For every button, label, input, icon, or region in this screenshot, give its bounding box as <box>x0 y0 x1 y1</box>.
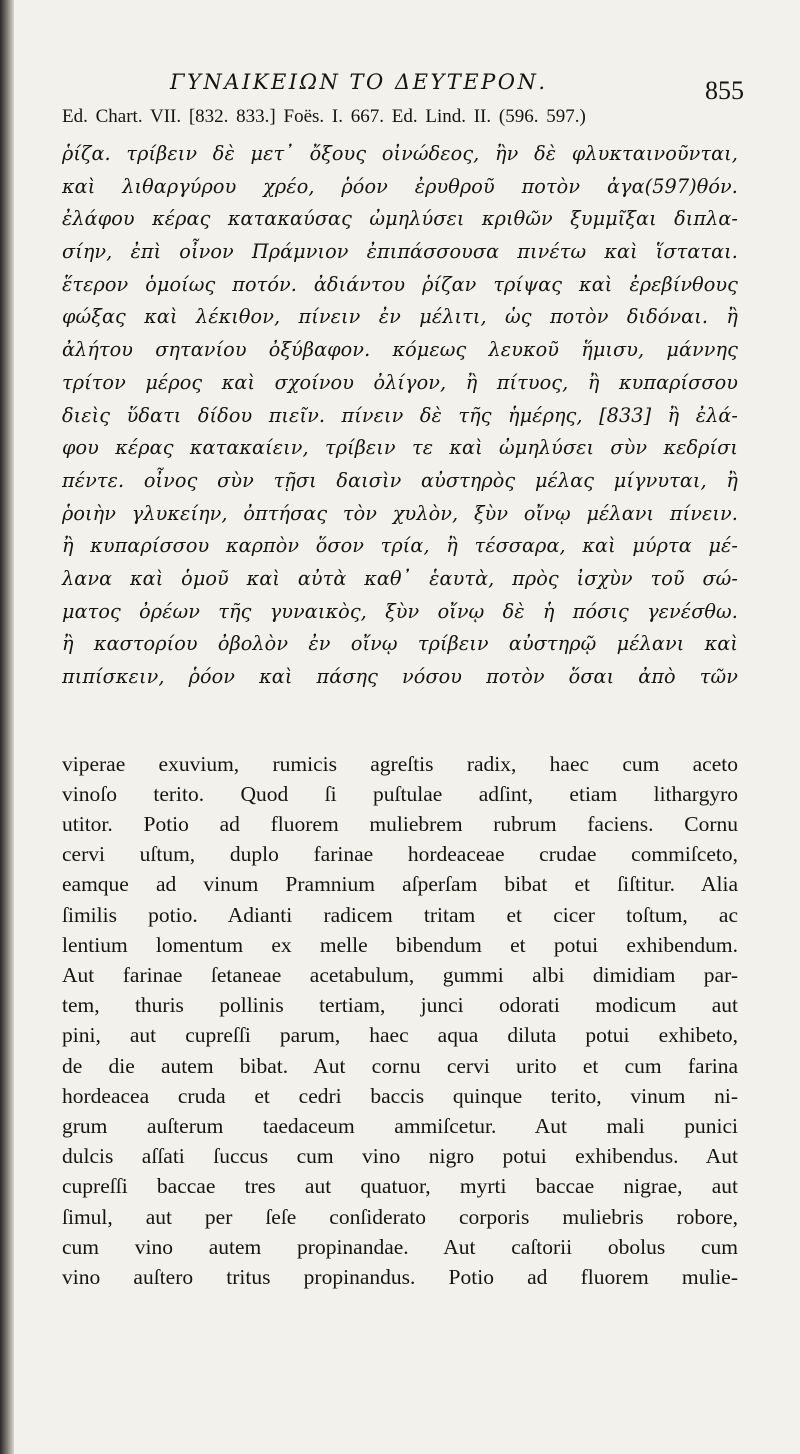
latin-line: viperae exuvium, rumicis agreſtis radix, haec cum aceto <box>62 751 738 776</box>
greek-text-block <box>62 138 738 694</box>
latin-line: grum auſterum taedaceum ammiſcetur. Aut mali punici <box>62 1113 738 1138</box>
latin-line: cervi uſtum, duplo farinae hordeaceae crudae commiſceto, <box>62 842 738 867</box>
latin-line: ſimilis potio. Adianti radicem tritam et cicer toſtum, ac <box>62 902 738 927</box>
page-binding-edge <box>0 0 14 1454</box>
greek-line: ἀλήτου σητανίου ὀξύβαφον. κόμεως λευκοῦ ἥμισυ, μάννης <box>62 338 738 362</box>
greek-line: σίην, ἐπὶ οἶνον Πράμνιον ἐπιπάσσουσα πινέτω καὶ ἵσταται. <box>62 240 738 264</box>
running-title: ΓΥΝΑΙΚΕΙΩΝ ΤΟ ΔΕΥΤΕΡΟΝ. <box>170 70 548 94</box>
greek-line: καὶ λιθαργύρου χρέο, ῥόον ἐρυθροῦ ποτὸν ἀγα(597)θόν. <box>62 174 738 198</box>
latin-line: de die autem bibat. Aut cornu cervi urito et cum farina <box>62 1053 738 1078</box>
greek-line: πέντε. οἶνος σὺν τῇσι δαισὶν αὐστηρὸς μέλας μίγνυται, ἢ <box>62 468 738 492</box>
greek-line: διεὶς ὕδατι δίδου πιεῖν. πίνειν δὲ τῆς ἡμέρης, [833] ἢ ἐλά- <box>62 403 738 427</box>
greek-line: πιπίσκειν, ῥόον καὶ πάσης νόσου ποτὸν ὅσαι ἀπὸ τῶν <box>62 665 738 688</box>
greek-line: ῥοιὴν γλυκείην, ὀπτήσας τὸν χυλὸν, ξὺν οἴνῳ μέλανι πίνειν. <box>62 501 738 525</box>
latin-line: vino auſtero tritus propinandus. Potio ad fluorem mulie- <box>62 1264 738 1289</box>
running-head <box>62 70 744 105</box>
greek-line: λανα καὶ ὁμοῦ καὶ αὐτὰ καθ᾽ ἑαυτὰ, πρὸς ἰσχὺν τοῦ σώ- <box>62 566 738 590</box>
latin-line: tem, thuris pollinis tertiam, junci odorati modicum aut <box>62 993 738 1018</box>
greek-line: ἢ καστορίου ὀβολὸν ἐν οἴνῳ τρίβειν αὐστηρῷ μέλανι καὶ <box>62 632 738 656</box>
greek-line: ματος ὀρέων τῆς γυναικὸς, ξὺν οἴνῳ δὲ ἡ πόσις γενέσθω. <box>62 599 738 623</box>
latin-line: dulcis aſſati ſuccus cum vino nigro potui exhibendus. Aut <box>62 1144 738 1169</box>
latin-line: cupreſſi baccae tres aut quatuor, myrti baccae nigrae, aut <box>62 1174 738 1199</box>
greek-line: ἕτερον ὁμοίως ποτόν. ἀδιάντου ῥίζαν τρίψας καὶ ἐρεβίνθους <box>62 272 738 296</box>
latin-line: Aut farinae ſetaneae acetabulum, gummi albi dimidiam par- <box>62 963 738 987</box>
greek-line: τρίτον μέρος καὶ σχοίνου ὀλίγον, ἢ πίτυος, ἢ κυπαρίσσου <box>62 370 738 394</box>
latin-line: eamque ad vinum Pramnium aſperſam bibat et ſiſtitur. Alia <box>62 872 738 897</box>
page-number: 855 <box>705 76 744 105</box>
book-page <box>62 70 744 1292</box>
greek-line: ἐλάφου κέρας κατακαύσας ὠμηλύσει κριθῶν ξυμμῖξαι διπλα- <box>62 207 738 231</box>
latin-line: pini, aut cupreſſi parum, haec aqua diluta potui exhibeto, <box>62 1023 738 1048</box>
latin-text-block <box>62 749 738 1292</box>
greek-line: ἢ κυπαρίσσου καρπὸν ὅσον τρία, ἢ τέσσαρα, καὶ μύρτα μέ- <box>62 534 738 558</box>
latin-line: cum vino autem propinandae. Aut caſtorii obolus cum <box>62 1234 738 1259</box>
latin-line: vinoſo terito. Quod ſi puſtulae adſint, etiam lithargyro <box>62 781 738 806</box>
greek-line: φώξας καὶ λέκιθον, πίνειν ἐν μέλιτι, ὡς ποτὸν διδόναι. ἢ <box>62 305 738 329</box>
latin-line: ſimul, aut per ſeſe conſiderato corporis muliebris robore, <box>62 1204 738 1229</box>
latin-line: hordeacea cruda et cedri baccis quinque terito, vinum ni- <box>62 1083 738 1108</box>
latin-line: lentium lomentum ex melle bibendum et potui exhibendum. <box>62 932 738 957</box>
greek-line: ῥίζα. τρίβειν δὲ μετ᾽ ὄξους οἰνώδεος, ἢν δὲ φλυκταινοῦνται, <box>62 142 738 165</box>
latin-line: utitor. Potio ad fluorem muliebrem rubrum faciens. Cornu <box>62 812 738 837</box>
edition-reference-line: Ed. Chart. VII. [832. 833.] Foës. I. 667. Ed. Lind. II. (596. 597.) <box>62 106 586 127</box>
greek-line: φου κέρας κατακαίειν, τρίβειν τε καὶ ὠμηλύσει σὺν κεδρίσι <box>62 436 738 460</box>
